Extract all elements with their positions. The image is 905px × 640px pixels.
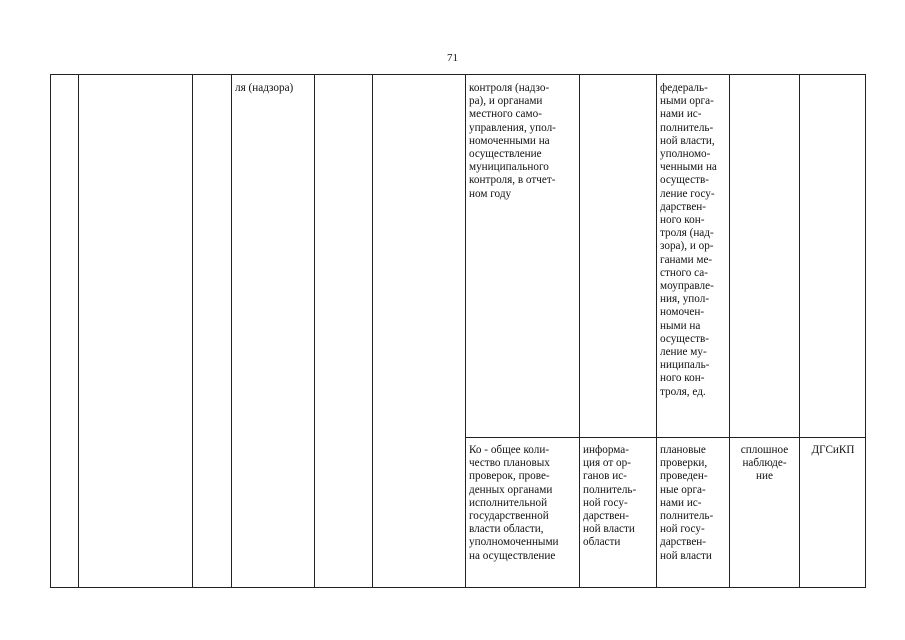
- cell-line: федераль-: [660, 82, 708, 94]
- cell-line: уполномо-: [660, 148, 711, 161]
- cell-line: ление му-: [660, 346, 707, 359]
- cell-line: номоченными на: [469, 134, 550, 147]
- cell-line: местного само-: [469, 108, 542, 121]
- cell-line: дарствен-: [660, 200, 707, 213]
- cell-line: наблюде-: [742, 457, 787, 470]
- cell-line: денных органами: [469, 483, 553, 496]
- cell-r2-c9: [657, 444, 729, 563]
- cell-line: осуществ-: [660, 332, 710, 345]
- cell-line: полнитель-: [583, 483, 637, 496]
- cell-line: ганов ис-: [583, 470, 627, 483]
- cell-line: ными орга-: [660, 95, 714, 108]
- column-divider: [231, 75, 232, 587]
- cell-line: уполномоченными: [469, 536, 559, 549]
- cell-line: контроля (надзо-: [469, 82, 550, 94]
- column-divider: [314, 75, 315, 587]
- column-divider: [372, 75, 373, 587]
- cell-line: дарствен-: [660, 536, 707, 549]
- cell-line: контроля, в отчет-: [469, 174, 556, 187]
- cell-line: ния, упол-: [660, 293, 710, 306]
- cell-line: области: [583, 536, 621, 549]
- cell-line: проведен-: [660, 470, 708, 483]
- cell-line: ция от ор-: [583, 457, 631, 470]
- cell-line: ном году: [469, 187, 512, 200]
- cell-line: полнитель-: [660, 121, 714, 134]
- cell-line: ной власти: [660, 549, 712, 562]
- cell-line: дарствен-: [583, 510, 630, 523]
- cell-line: ние: [756, 470, 773, 483]
- cell-line: моуправле-: [660, 280, 714, 293]
- cell-line: ченными на: [660, 161, 717, 174]
- cell-r2-c8: [580, 444, 656, 550]
- cell-line: ного кон-: [660, 372, 705, 385]
- cell-line: сплошное: [740, 444, 789, 456]
- cell-line: ной госу-: [583, 496, 628, 509]
- cell-line: муниципального: [469, 161, 549, 174]
- cell-line: нами ис-: [660, 496, 702, 509]
- cell-line: проверок, прове-: [469, 470, 550, 483]
- cell-line: ниципаль-: [660, 359, 710, 372]
- cell-line: Ко - общее коли-: [469, 444, 550, 456]
- cell-r1-c9: [657, 82, 729, 399]
- cell-r2-c7: [466, 444, 579, 563]
- column-divider: [729, 75, 730, 587]
- cell-line: ра), и органами: [469, 95, 543, 108]
- cell-line: номочен-: [660, 306, 705, 319]
- cell-line: ной госу-: [660, 523, 705, 536]
- cell-line: ного кон-: [660, 214, 705, 227]
- cell-r1-c7: [466, 82, 579, 201]
- cell-line: осуществ-: [660, 174, 710, 187]
- cell-line: осуществление: [469, 148, 542, 161]
- cell-line: нами ис-: [660, 108, 702, 121]
- page-number: 71: [447, 52, 458, 64]
- column-divider: [799, 75, 800, 587]
- cell-line: управления, упол-: [469, 121, 556, 134]
- cell-line: троля (над-: [660, 227, 714, 240]
- cell-line: стного са-: [660, 266, 708, 279]
- cell-line: троля, ед.: [660, 385, 706, 398]
- cell-line: ной власти: [583, 523, 635, 536]
- column-divider: [192, 75, 193, 587]
- cell-line: власти области,: [469, 523, 544, 536]
- cell-line: зора), и ор-: [660, 240, 714, 253]
- column-divider: [78, 75, 79, 587]
- cell-line: на осуществление: [469, 549, 556, 562]
- cell-line: исполнительной: [469, 496, 548, 509]
- cell-line: ление госу-: [660, 187, 715, 200]
- cell-line: чество плановых: [469, 457, 550, 470]
- cell-line: проверки,: [660, 457, 708, 470]
- cell-line: ные орга-: [660, 483, 706, 496]
- cell-r2-c10: [730, 444, 799, 484]
- cell-line: плановые: [660, 444, 706, 456]
- cell-line: информа-: [583, 444, 629, 456]
- data-table: [50, 74, 866, 588]
- cell-r2-c11: ДГСиКП: [811, 444, 855, 456]
- cell-line: государственной: [469, 510, 549, 523]
- cell-line: ганами ме-: [660, 253, 713, 266]
- cell-line: ными на: [660, 319, 701, 332]
- cell-line: ной власти,: [660, 134, 715, 147]
- cell-r1-c4: ля (надзора): [235, 82, 294, 94]
- cell-line: полнитель-: [660, 510, 714, 523]
- row-divider: [465, 437, 865, 438]
